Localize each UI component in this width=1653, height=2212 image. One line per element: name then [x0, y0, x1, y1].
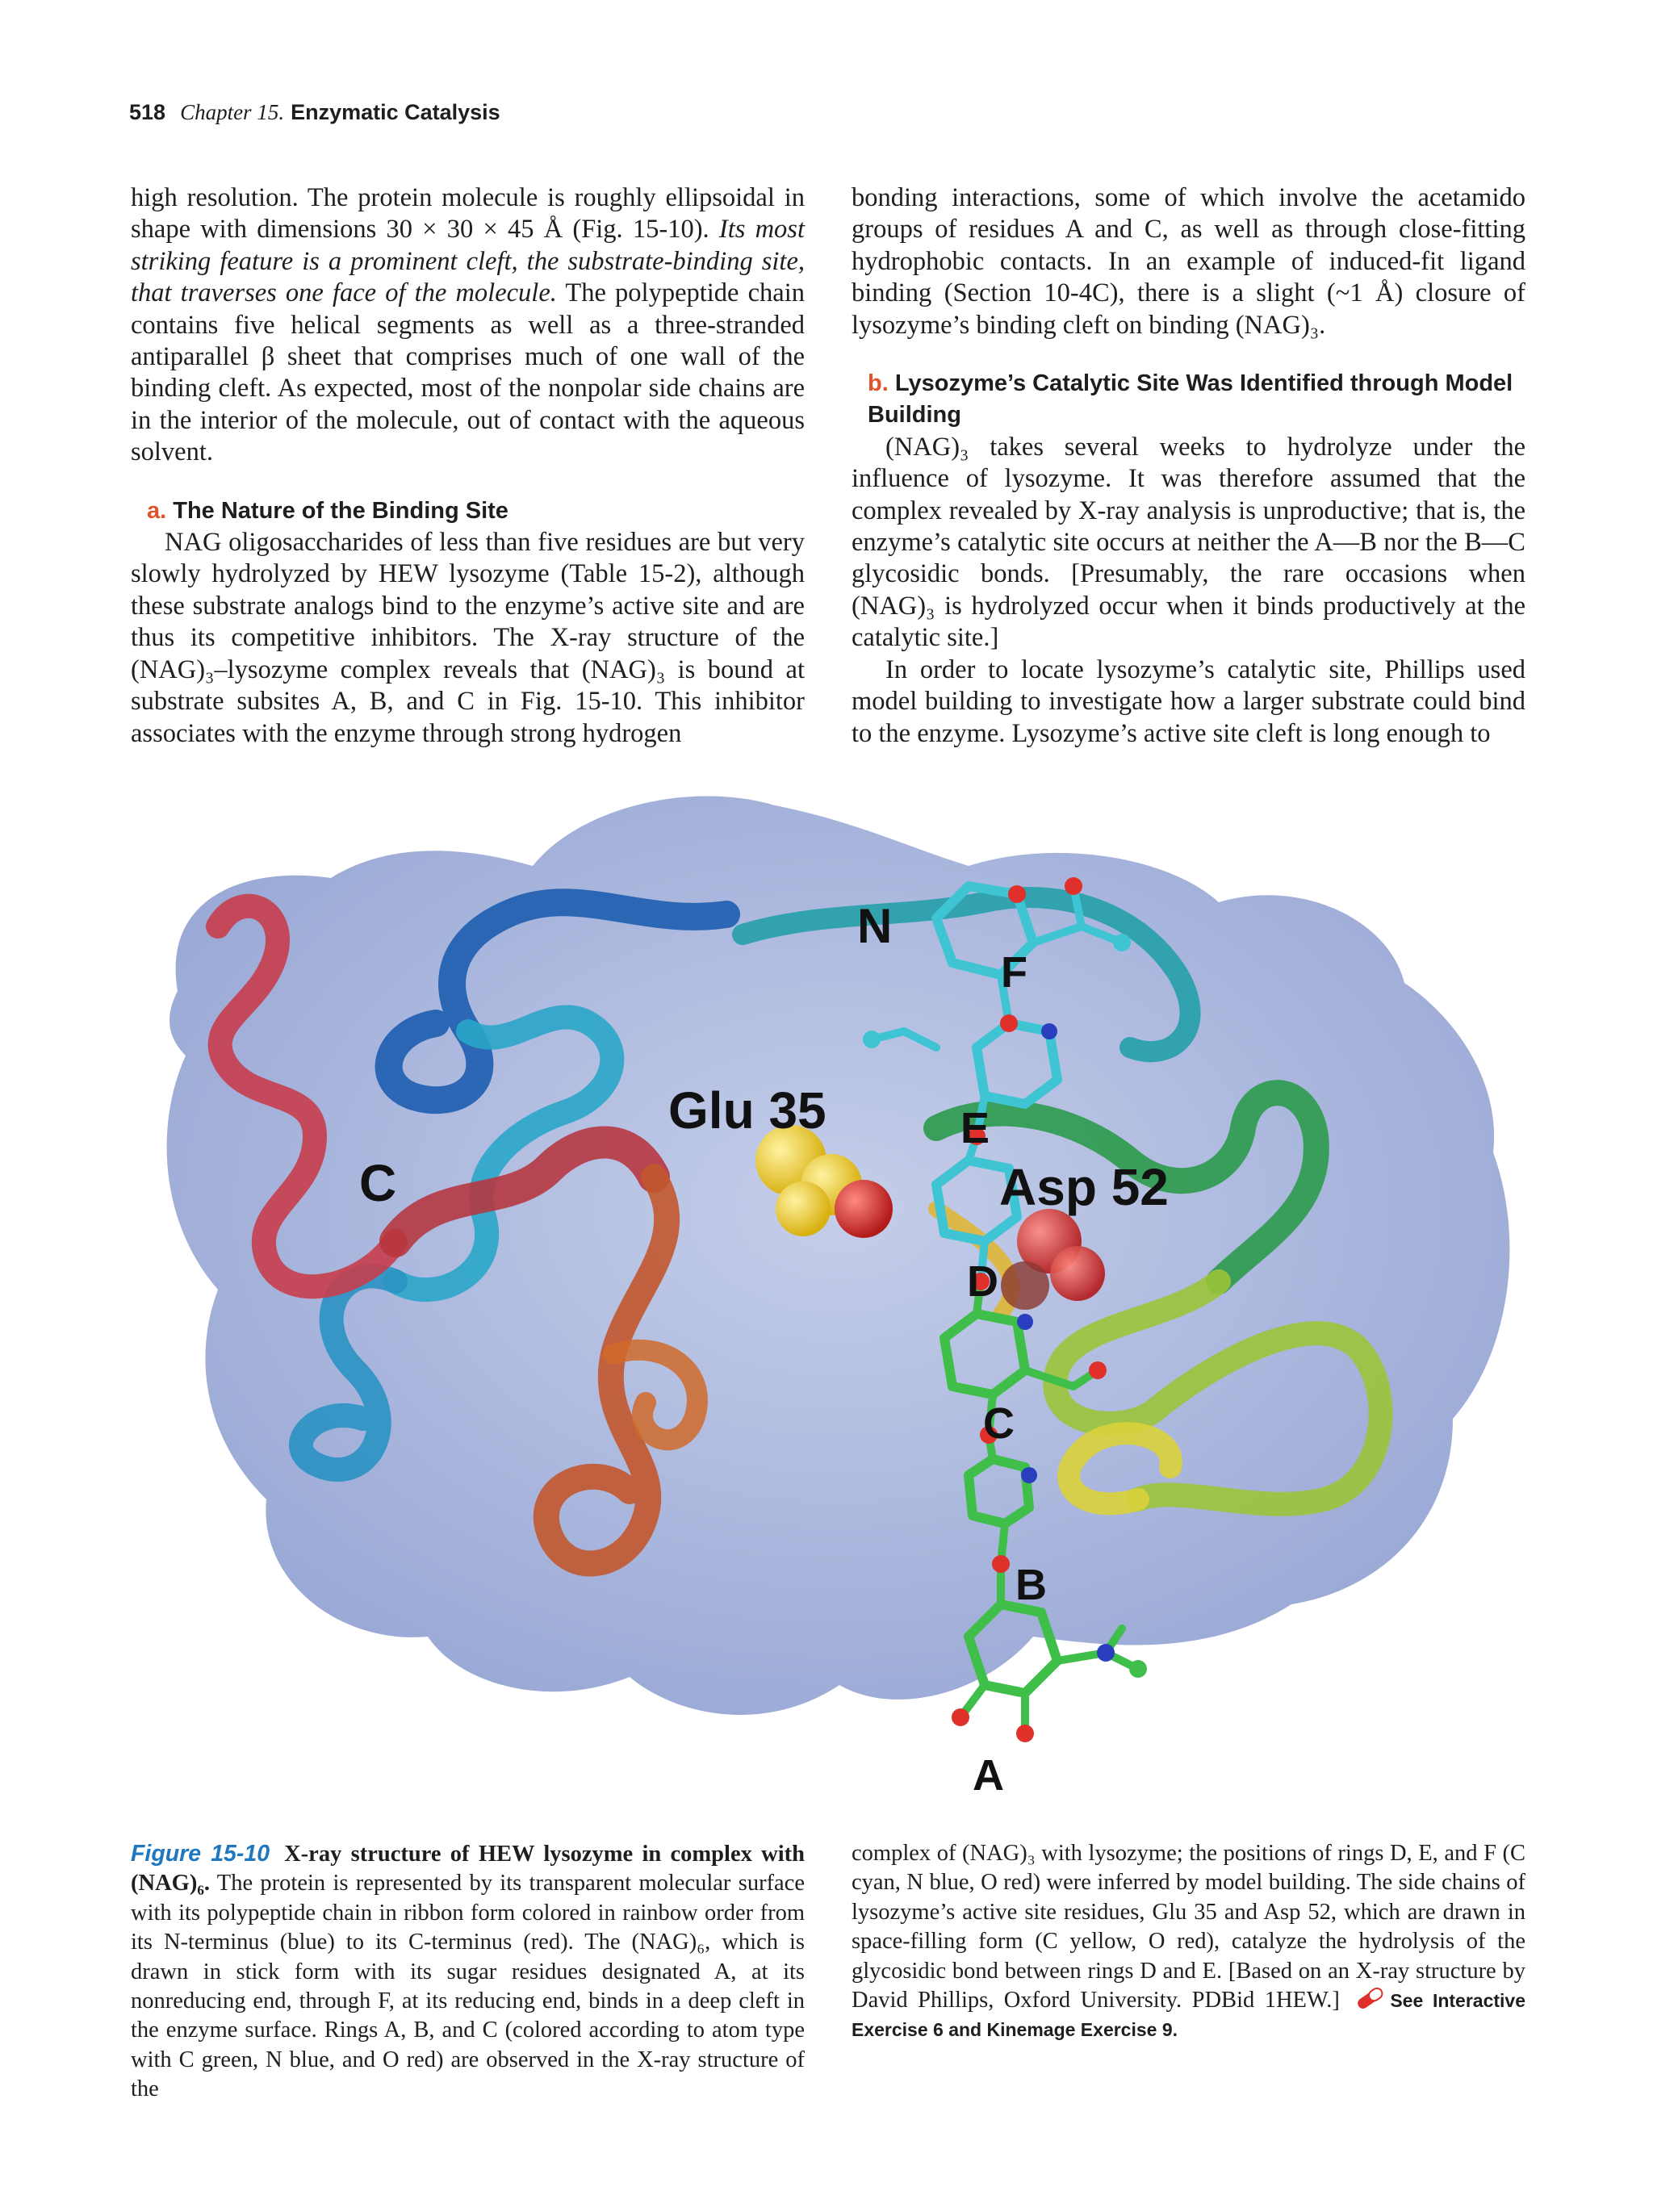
paragraph: NAG oligosaccharides of less than five residues are but very slowly hydrolyzed by HEW lysozyme (Table 15-2), although these substrate analogs bind to the enzyme’s active site and are thus its competitive inhibitors. The X-ray structure of the (NAG)₃–lysozyme complex reveals that (NAG)₃ is bound at substrate subsites A, B, and C in Fig. 15-10. This inhibitor associates with the enzyme through strong hydrogen	[131, 528, 805, 748]
emphasis-text: Its most striking feature is a prominent cleft, the substrate-binding site, that traverses one face of the molecule.	[131, 215, 805, 308]
paragraph-text: high resolution. The protein molecule is roughly ellipsoidal in shape with dimensions 30 × 30 × 45 Å (Fig. 15-10).	[131, 183, 805, 245]
chapter-label: Chapter 15.	[180, 100, 285, 124]
label-c-terminus: C	[359, 1154, 397, 1212]
protein-structure-illustration	[129, 789, 1534, 1821]
label-ring-d: D	[967, 1257, 998, 1306]
running-header	[129, 100, 500, 132]
section-letter: b.	[868, 370, 889, 397]
paragraph	[131, 182, 805, 469]
label-n-terminus: N	[857, 899, 893, 953]
label-ring-f: F	[1001, 948, 1027, 997]
label-ring-b: B	[1015, 1561, 1047, 1609]
chapter-title: Enzymatic Catalysis	[291, 100, 500, 124]
section-letter: a.	[147, 497, 167, 524]
section-heading-b	[852, 368, 1525, 432]
page-number: 518	[129, 100, 166, 124]
caption-text: complex of (NAG)₃ with lysozyme; the positions of rings D, E, and F (C cyan, N blue, O red) were inferred by model building. The side chains of lysozyme’s active site residues, Glu 35 and Asp 52, which are drawn in space-filling form (C yellow, O red), catalyze the hydrolysis of the glycosidic bond between rings D and E. [Based on an X-ray structure by David Phillips, Oxford University. PDBid 1HEW.]	[852, 1841, 1525, 2013]
paragraph: In order to locate lysozyme’s catalytic site, Phillips used model building to investigate how a larger substrate could bind to the enzyme. Lysozyme’s active site cleft is long enough to	[852, 654, 1525, 748]
paragraph: bonding interactions, some of which involve the acetamido groups of residues A and C, as well as through close-fitting hydrophobic contacts. In an example of induced-fit ligand binding (Section 10-4C), there is a slight (~1 Å) closure of lysozyme’s binding cleft on binding (NAG)₃.	[852, 183, 1525, 340]
label-ring-e: E	[960, 1104, 990, 1152]
section-heading-a	[131, 496, 805, 527]
paragraph-text: The polypeptide chain contains five helical segments as well as a three-stranded antiparallel β sheet that comprises much of one wall of the binding cleft. As expected, most of the nonpolar side chains are in the interior of the molecule, out of contact with the aqueous solvent.	[131, 278, 805, 467]
figure-number: Figure 15-10	[131, 1841, 270, 1867]
caption-text: The protein is represented by its transparent molecular surface with its polypeptide chain in ribbon form colored in rainbow order from its N-terminus (blue) to its C-terminus (red). The (NAG)₆, which is drawn in stick form with its sugar residues designated A, at its nonreducing end, through F, at its reducing end, binds in a deep cleft in the enzyme surface. Rings A, B, and C (colored according to atom type with C green, N blue, and O red) are observed in the X-ray structure of the	[131, 1871, 805, 2102]
left-column	[131, 182, 805, 750]
figure-caption-right	[852, 1839, 1525, 2045]
label-ring-a: A	[973, 1751, 1004, 1800]
label-glu35: Glu 35	[668, 1081, 826, 1139]
figure-title: X-ray structure of HEW lysozyme in complex with (NAG)₆.	[131, 1842, 805, 1896]
capsule-icon	[1353, 1986, 1387, 2010]
section-title: Lysozyme’s Catalytic Site Was Identified through Model Building	[868, 370, 1513, 429]
label-ring-c: C	[983, 1399, 1015, 1448]
paragraph: (NAG)₃ takes several weeks to hydrolyze under the influence of lysozyme. It was therefore assumed that the complex revealed by X-ray analysis is unproductive; that is, the enzyme’s catalytic site occurs at neither the A—B nor the B—C glycosidic bonds. [Presumably, the rare occasions when (NAG)₃ is hydrolyzed occur when it binds productively at the catalytic site.]	[852, 432, 1525, 653]
right-column	[852, 182, 1525, 750]
section-title: The Nature of the Binding Site	[173, 497, 508, 524]
label-asp52: Asp 52	[999, 1158, 1169, 1216]
see-exercise-link[interactable]: See Interactive Exercise 6 and Kinemage Exercise 9.	[852, 1990, 1526, 2041]
lysozyme-figure	[129, 789, 1534, 1821]
figure-caption-left	[131, 1839, 805, 2105]
